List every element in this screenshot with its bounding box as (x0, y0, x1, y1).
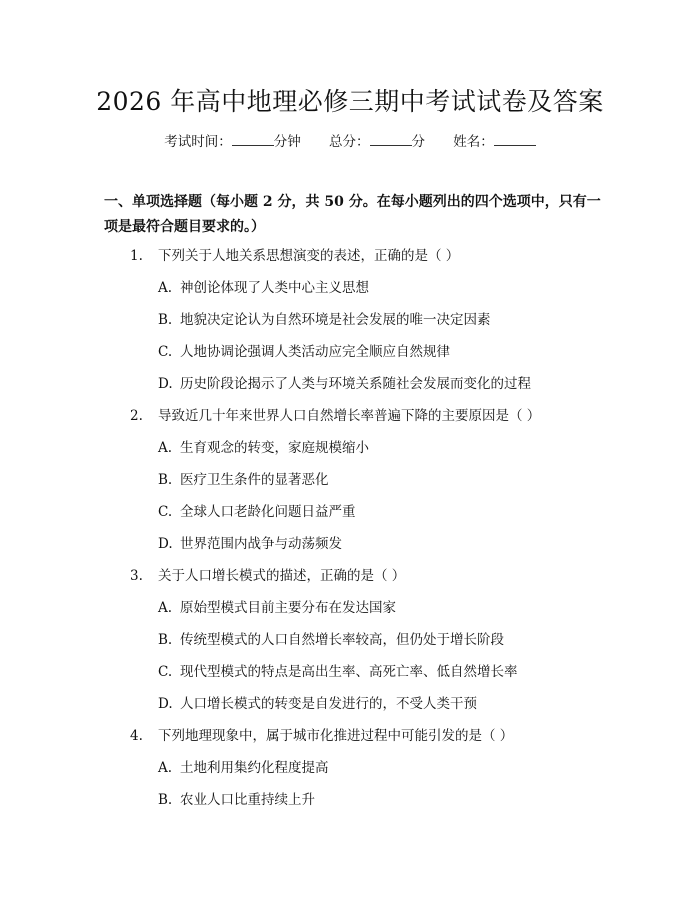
question-2-option-c (158, 500, 356, 520)
option-letter: A. (158, 280, 173, 296)
option-letter: D. (158, 536, 173, 552)
exam-time-field (164, 130, 301, 150)
question-number: 1. (130, 248, 143, 264)
option-letter: A. (158, 760, 173, 776)
exam-title: 2026 年高中地理必修三期中考试试卷及答案 (96, 87, 604, 116)
student-name-label: 姓名： (453, 134, 494, 150)
option-text: 原始型模式目前主要分布在发达国家 (180, 600, 396, 616)
question-1 (130, 244, 459, 264)
option-letter: B. (158, 472, 173, 488)
question-text: 下列关于人地关系思想演变的表述，正确的是（ ） (158, 248, 460, 264)
question-text: 导致近几十年来世界人口自然增长率普遍下降的主要原因是（ ） (158, 408, 541, 424)
question-1-option-b (158, 308, 491, 328)
student-name-field (453, 130, 536, 150)
option-text: 神创论体现了人类中心主义思想 (180, 280, 369, 296)
option-letter: C. (158, 344, 173, 360)
option-text: 生育观念的转变，家庭规模缩小 (180, 440, 369, 456)
question-3-option-c (158, 660, 518, 680)
option-letter: A. (158, 440, 173, 456)
option-text: 全球人口老龄化问题日益严重 (180, 504, 356, 520)
option-letter: D. (158, 696, 173, 712)
option-letter: B. (158, 792, 173, 808)
option-text: 土地利用集约化程度提高 (180, 760, 329, 776)
exam-time-label: 考试时间： (164, 134, 232, 150)
question-number: 3. (130, 568, 143, 584)
exam-time-unit: 分钟 (273, 134, 301, 150)
option-text: 人口增长模式的转变是自发进行的，不受人类干预 (180, 696, 477, 712)
option-letter: C. (158, 504, 173, 520)
question-2 (130, 404, 540, 424)
question-1-option-a (158, 276, 369, 296)
total-score-label: 总分： (329, 134, 370, 150)
question-4-option-b (158, 788, 315, 808)
question-2-option-b (158, 468, 329, 488)
exam-time-blank (232, 133, 274, 146)
question-1-option-d (158, 372, 531, 392)
option-text: 医疗卫生条件的显著恶化 (180, 472, 329, 488)
total-score-unit: 分 (411, 134, 425, 150)
question-3-option-a (158, 596, 396, 616)
question-3-option-d (158, 692, 477, 712)
section-heading: 一、单项选择题（每小题 2 分，共 50 分。在每小题列出的四个选项中，只有一项是最符合题目要求的。） (104, 194, 601, 235)
option-letter: B. (158, 312, 173, 328)
question-2-option-d (158, 532, 342, 552)
question-text: 关于人口增长模式的描述，正确的是（ ） (158, 568, 406, 584)
option-letter: B. (158, 632, 173, 648)
question-1-option-c (158, 340, 450, 360)
student-name-blank (494, 133, 536, 146)
question-text: 下列地理现象中，属于城市化推进过程中可能引发的是（ ） (158, 728, 514, 744)
option-text: 世界范围内战争与动荡频发 (180, 536, 342, 552)
exam-meta (0, 130, 700, 150)
question-2-option-a (158, 436, 369, 456)
question-number: 4. (130, 728, 143, 744)
question-3 (130, 564, 405, 584)
option-letter: A. (158, 600, 173, 616)
total-score-blank (370, 133, 412, 146)
question-3-option-b (158, 628, 504, 648)
option-text: 历史阶段论揭示了人类与环境关系随社会发展而变化的过程 (180, 376, 531, 392)
question-4 (130, 724, 513, 744)
option-letter: D. (158, 376, 173, 392)
option-text: 地貌决定论认为自然环境是社会发展的唯一决定因素 (180, 312, 491, 328)
question-4-option-a (158, 756, 329, 776)
option-text: 人地协调论强调人类活动应完全顺应自然规律 (180, 344, 450, 360)
option-text: 现代型模式的特点是高出生率、高死亡率、低自然增长率 (180, 664, 518, 680)
question-number: 2. (130, 408, 143, 424)
option-text: 农业人口比重持续上升 (180, 792, 315, 808)
option-text: 传统型模式的人口自然增长率较高，但仍处于增长阶段 (180, 632, 504, 648)
option-letter: C. (158, 664, 173, 680)
total-score-field (329, 130, 425, 150)
